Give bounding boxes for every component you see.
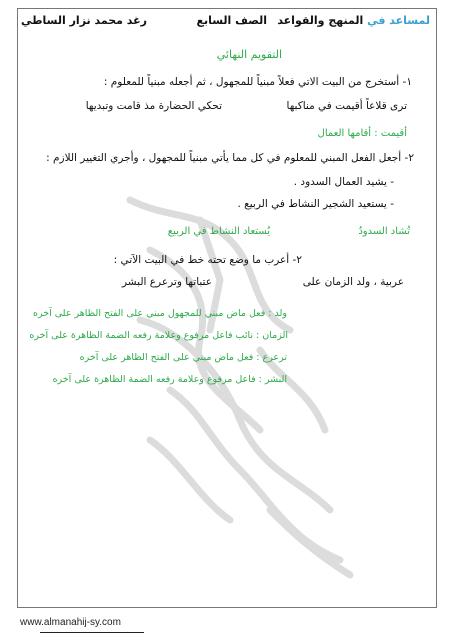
header-author: رغد محمد نزار الساطي bbox=[21, 14, 147, 27]
header-site bbox=[277, 14, 430, 27]
q3-verse-left: عتباتها وترعرع البشر bbox=[122, 276, 212, 288]
section-title: التقويم النهائي bbox=[216, 48, 282, 61]
q3-answer-1: ولد : فعل ماض مبني للمجهول مبني على الفتح الظاهر على آخره bbox=[32, 308, 287, 319]
q3-answer-2: الزمان : نائب فاعل مرفوع وعلامة رفعه الضمة الظاهرة على آخره bbox=[29, 330, 288, 341]
q3-prompt: ٢- أعرب ما وضع تحته خط في البيت الآتي : bbox=[113, 254, 302, 266]
header-site-prefix: لمساعد في bbox=[367, 14, 430, 27]
q1-verse-right: ترى قلاعاً أقيمت في مناكبها bbox=[286, 100, 407, 112]
q3-verse-right: عربية ، ولد الزمان على bbox=[302, 276, 404, 288]
header-subject: المنهج والقواعد bbox=[277, 14, 364, 27]
header-grade: الصف السابع bbox=[196, 14, 267, 27]
q1-prompt: ١- أستخرج من البيت الاتي فعلاً مبنياً للمجهول ، ثم أجعله مبنياً للمعلوم : bbox=[103, 76, 412, 88]
q3-answer-4: البشر : فاعل مرفوع وعلامة رفعه الضمة الظاهرة على آخره bbox=[52, 374, 287, 385]
q2-answer-left: يُستعاد النشاط في الربيع bbox=[167, 226, 270, 237]
q2-answer-right: تُشاد السدودُ bbox=[358, 226, 410, 237]
q2-prompt: ٢- أجعل الفعل المبني للمعلوم في كل مما يأتي مبنياً للمجهول ، وأجري التغيير اللازم : bbox=[46, 152, 414, 164]
q2-item-2: - يستعيد الشجير النشاط في الربيع . bbox=[237, 198, 394, 210]
footer-divider bbox=[40, 632, 144, 633]
q1-answer: أقيمت : أقامها العمال bbox=[317, 128, 407, 139]
q2-item-1: - يشيد العمال السدود . bbox=[293, 176, 394, 188]
q3-answer-3: ترعرع : فعل ماض مبني على الفتح الظاهر على آخره bbox=[79, 352, 287, 363]
footer-url[interactable]: www.almanahij-sy.com bbox=[20, 617, 121, 628]
q1-verse-left: تحكي الحضارة مذ قامت وتبديها bbox=[85, 100, 222, 112]
